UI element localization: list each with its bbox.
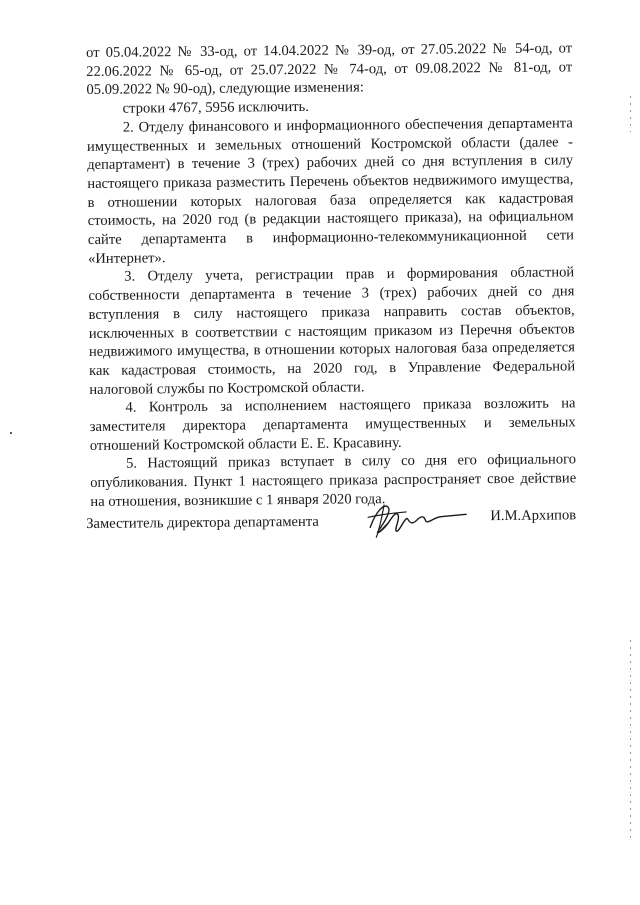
paragraph-5: 5. Настоящий приказ вступает в силу со дня его официального опубликования. Пункт 1 настоящего приказа распространяет свое действие на отношения, возникшие с 1 января 2020 года.	[90, 451, 577, 510]
order-body	[86, 39, 576, 511]
paragraph-2: 2. Отделу финансового и информационного обеспечения департамента имущественных и земельных отношений Костромской области (далее - департамент) в течение 3 (трех) рабочих дней со дня вступления в силу настоящего приказа разместить Перечень объектов недвижимого имущества, в отношении которых налоговая база определяется как кадастровая стоимость, на 2020 год (в редакции настоящего приказа), на официальном сайте департамента в информационно-телекоммуникационной сети «Интернет».	[86, 115, 574, 267]
scan-artifact-dot	[10, 432, 12, 434]
handwritten-signature	[362, 496, 472, 541]
paragraph-4: 4. Контроль за исполнением настоящего приказа возложить на заместителя директора департамента имущественных и земельных отношений Костромской области Е. Е. Красавину.	[89, 395, 576, 454]
scan-edge-artifact	[630, 640, 631, 840]
paragraph-3: 3. Отделу учета, регистрации прав и формирования областной собственности департамента в течение 3 (трех) рабочих дней со дня вступления в силу настоящего приказа направить состав объектов, исключенных в соответствии с настоящим приказом из Перечня объектов недвижимого имущества, в отношении которых налоговая база определяется как кадастровая стоимость, на 2020 год, в Управление Федеральной налоговой службы по Костромской области.	[88, 264, 576, 398]
signatory-position: Заместитель директора департамента	[86, 513, 319, 532]
signatory-name: И.М.Архипов	[490, 507, 577, 525]
paragraph-1-change: строки 4767, 5956 исключить.	[122, 98, 310, 117]
signature-block	[86, 501, 576, 546]
scan-edge-artifact	[630, 96, 631, 132]
paragraph-1-continuation: от 05.04.2022 № 33-од, от 14.04.2022 № 39-од, от 27.05.2022 № 54-од, от 22.06.2022 № 65-од, от 25.07.2022 № 74-од, от 09.08.2022 № 81-од, от 05.09.2022 № 90-од), следующие изменения:	[86, 40, 573, 99]
